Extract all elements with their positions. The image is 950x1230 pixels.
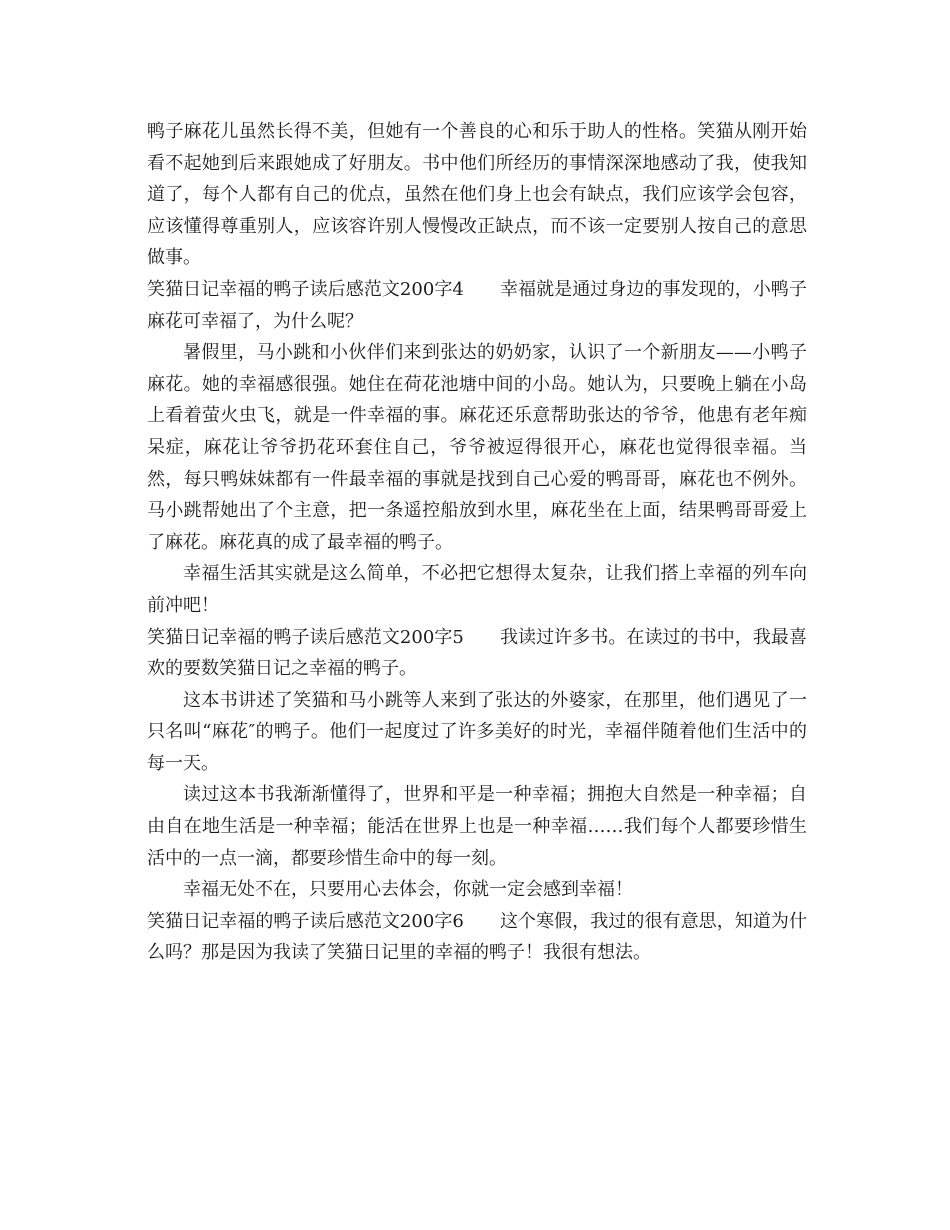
section-4	[147, 274, 807, 337]
paragraph-4: 这本书讲述了笑猫和马小跳等人来到了张达的外婆家，在那里，他们遇见了一只名叫“麻花″的鸭子。他们一起度过了许多美好的时光，幸福伴随着他们生活中的每一天。	[147, 689, 807, 774]
paragraph-1: 鸭子麻花儿虽然长得不美，但她有一个善良的心和乐于助人的性格。笑猫从刚开始看不起她到后来跟她成了好朋友。书中他们所经历的事情深深地感动了我，使我知道了，每个人都有自己的优点，虽然在他们身上也会有缺点，我们应该学会包容，应该懂得尊重别人，应该容许别人慢慢改正缺点，而不该一定要别人按自己的意思做事。	[147, 121, 807, 269]
section-5	[147, 622, 807, 685]
paragraph-2: 暑假里，马小跳和小伙伴们来到张达的奶奶家，认识了一个新朋友——小鸭子麻花。她的幸福感很强。她住在荷花池塘中间的小岛。她认为，只要晚上躺在小岛上看着萤火虫飞，就是一件幸福的事。麻花还乐意帮助张达的爷爷，他患有老年痴呆症，麻花让爷爷扔花环套住自己，爷爷被逗得很开心，麻花也觉得很幸福。当然，每只鸭妹妹都有一件最幸福的事就是找到自己心爱的鸭哥哥，麻花也不例外。马小跳帮她出了个主意，把一条遥控船放到水里，麻花坐在上面，结果鸭哥哥爱上了麻花。麻花真的成了最幸福的鸭子。	[147, 342, 807, 553]
section-6-intro: 这个寒假，我过的很有意思，知道为什么吗？那是因为我读了笑猫日记里的幸福的鸭子！我很有想法。	[147, 910, 808, 964]
section-5-intro: 我读过许多书。在读过的书中，我最喜欢的要数笑猫日记之幸福的鸭子。	[147, 626, 808, 680]
paragraph-3: 幸福生活其实就是这么简单，不必把它想得太复杂，让我们搭上幸福的列车向前冲吧！	[147, 563, 807, 616]
section-6	[147, 906, 807, 969]
section-4-intro: 幸福就是通过身边的事发现的，小鸭子麻花可幸福了，为什么呢？	[147, 278, 808, 332]
paragraph-6: 幸福无处不在，只要用心去体会，你就一定会感到幸福！	[183, 879, 633, 901]
document-page	[147, 116, 807, 969]
section-4-title: 笑猫日记幸福的鸭子读后感范文200字4	[147, 278, 464, 300]
paragraph-5: 读过这本书我渐渐懂得了，世界和平是一种幸福；拥抱大自然是一种幸福；自由自在地生活是一种幸福；能活在世界上也是一种幸福……我们每个人都要珍惜生活中的一点一滴，都要珍惜生命中的每一刻。	[147, 784, 807, 869]
section-6-title: 笑猫日记幸福的鸭子读后感范文200字6	[147, 910, 464, 932]
section-5-title: 笑猫日记幸福的鸭子读后感范文200字5	[147, 626, 464, 648]
